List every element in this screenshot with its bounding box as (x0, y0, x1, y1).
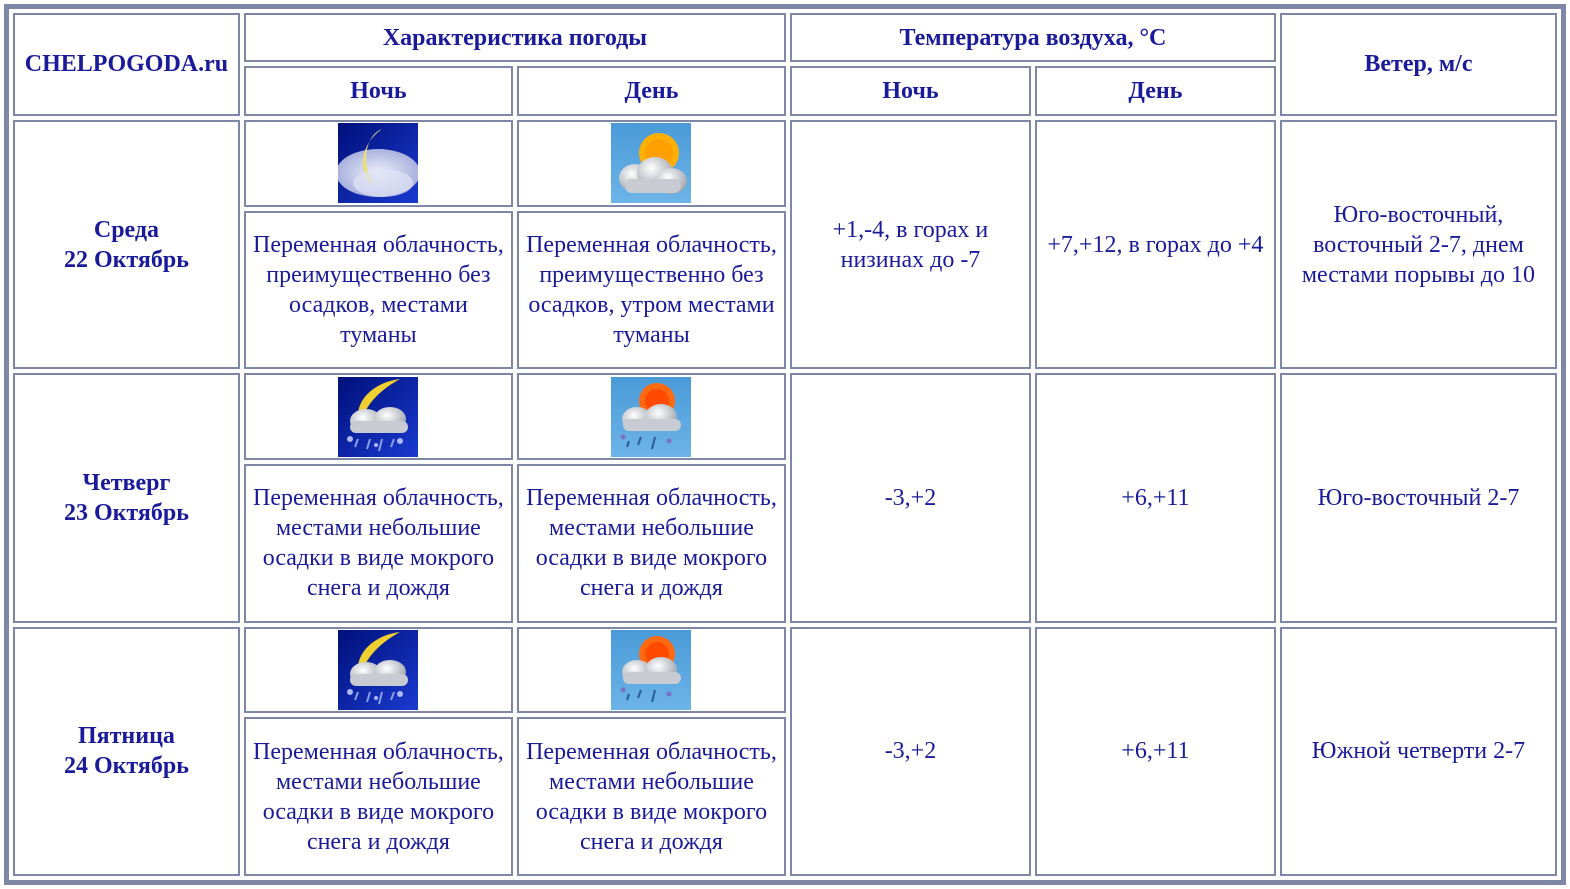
weekday: Среда (93, 216, 160, 243)
day-icon-cell (517, 373, 786, 460)
weekday: Четверг (82, 469, 171, 496)
date: 24 Октябрь (63, 753, 189, 780)
temp-night: -3,+2 (790, 627, 1031, 876)
subheader-temp-day: День (1035, 66, 1276, 115)
night-icon-cell (244, 120, 513, 207)
day-description: Переменная облачность, преимущественно без осадков, утром местами туманы (517, 211, 786, 370)
day-description: Переменная облачность, местами небольшие осадки в виде мокрого снега и дождя (517, 464, 786, 623)
night-description: Переменная облачность, местами небольшие осадки в виде мокрого снега и дождя (244, 717, 513, 876)
sun-cloud-sleet-icon (611, 630, 691, 710)
temp-night: -3,+2 (790, 373, 1031, 622)
moon-cloud-sleet-icon (338, 630, 418, 710)
date: 22 Октябрь (63, 246, 189, 273)
day-description: Переменная облачность, местами небольшие осадки в виде мокрого снега и дождя (517, 717, 786, 876)
wind: Юго-восточный, восточный 2-7, днем местами порывы до 10 (1280, 120, 1557, 369)
date-cell (13, 627, 240, 876)
forecast-table (4, 4, 1566, 885)
sun-cloud-icon (611, 123, 691, 203)
weekday: Пятница (77, 723, 175, 750)
subheader-weather-day: День (517, 66, 786, 115)
site-brand: CHELPOGODA.ru (13, 13, 240, 116)
subheader-temp-night: Ночь (790, 66, 1031, 115)
night-icon-cell (244, 373, 513, 460)
header-weather-characteristics: Характеристика погоды (244, 13, 786, 62)
moon-cloud-sleet-icon (338, 377, 418, 457)
night-icon-cell (244, 627, 513, 714)
date-cell (13, 120, 240, 369)
moon-cloud-fog-icon (338, 123, 418, 203)
sun-cloud-sleet-icon (611, 377, 691, 457)
temp-day: +6,+11 (1035, 373, 1276, 622)
wind: Южной четверти 2-7 (1280, 627, 1557, 876)
temp-day: +7,+12, в горах до +4 (1035, 120, 1276, 369)
night-description: Переменная облачность, местами небольшие осадки в виде мокрого снега и дождя (244, 464, 513, 623)
temp-day: +6,+11 (1035, 627, 1276, 876)
date: 23 Октябрь (63, 499, 189, 526)
date-cell (13, 373, 240, 622)
wind: Юго-восточный 2-7 (1280, 373, 1557, 622)
subheader-weather-night: Ночь (244, 66, 513, 115)
temp-night: +1,-4, в горах и низинах до -7 (790, 120, 1031, 369)
header-wind: Ветер, м/с (1280, 13, 1557, 116)
header-air-temperature: Температура воздуха, °C (790, 13, 1276, 62)
night-description: Переменная облачность, преимущественно без осадков, местами туманы (244, 211, 513, 370)
day-icon-cell (517, 627, 786, 714)
day-icon-cell (517, 120, 786, 207)
